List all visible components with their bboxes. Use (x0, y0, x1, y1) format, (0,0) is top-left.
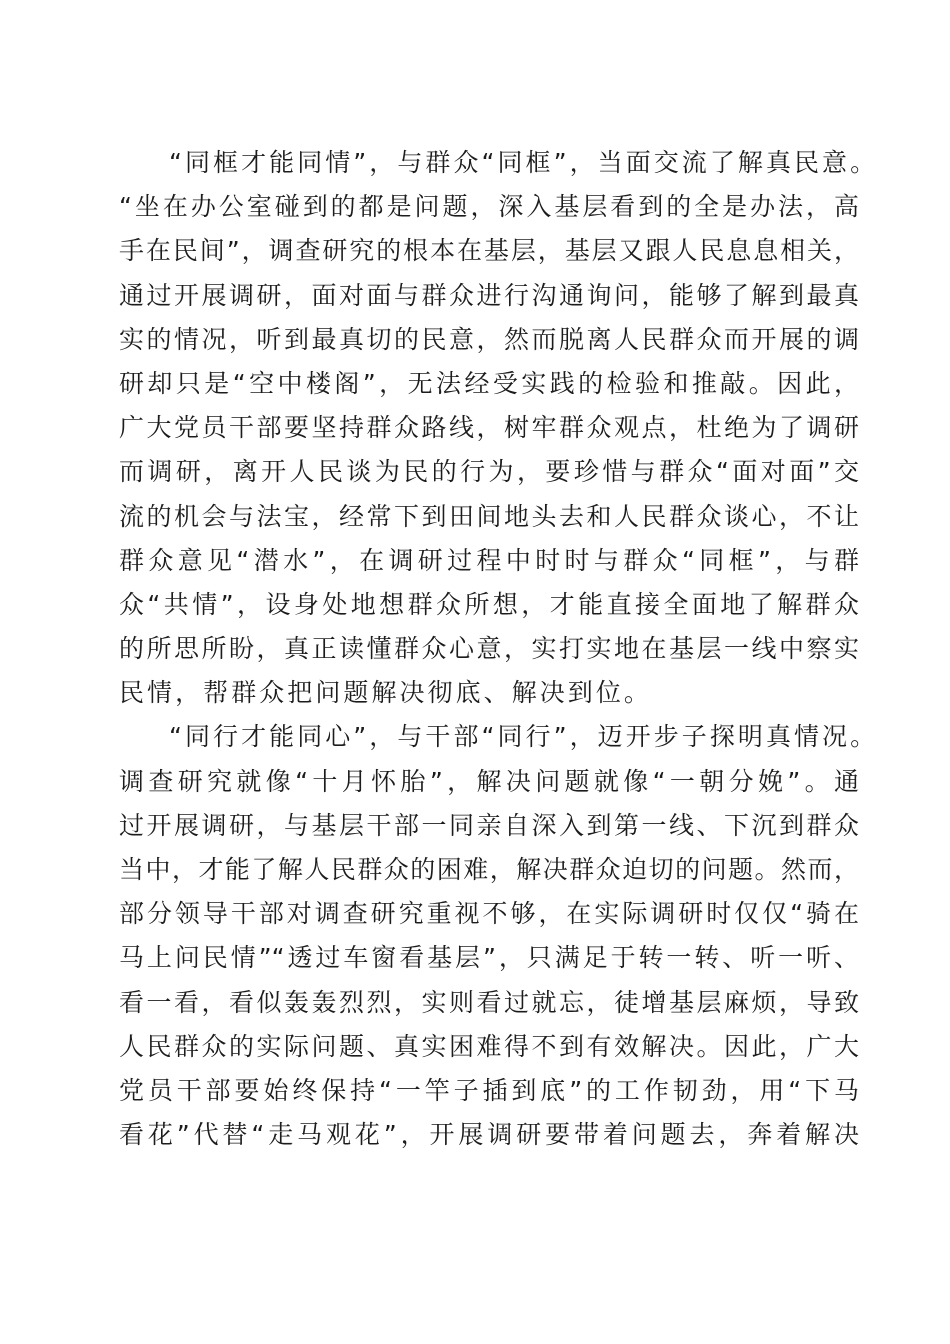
paragraph-2-line-5: 部分领导干部对调查研究重视不够，在实际调研时仅仅“骑在 (119, 899, 859, 929)
paragraph-2-line-6: 马上问民情”“透过车窗看基层”，只满足于转一转、听一听、 (119, 943, 859, 973)
paragraph-1-line-2: “坐在办公室碰到的都是问题，深入基层看到的全是办法，高 (119, 192, 859, 222)
paragraph-1-line-5: 实的情况，听到最真切的民意，然而脱离人民群众而开展的调 (119, 324, 859, 354)
paragraph-1-line-13: 民情，帮群众把问题解决彻底、解决到位。 (119, 678, 652, 708)
paragraph-2-line-1: “同行才能同心”，与干部“同行”，迈开步子探明真情况。 (169, 722, 879, 752)
paragraph-2-line-7: 看一看，看似轰轰烈烈，实则看过就忘，徒增基层麻烦，导致 (119, 987, 859, 1017)
paragraph-1-line-11: 众“共情”，设身处地想群众所想，才能直接全面地了解群众 (119, 589, 859, 619)
paragraph-1-line-8: 而调研，离开人民谈为民的行为，要珍惜与群众“面对面”交 (119, 457, 859, 487)
paragraph-1-line-10: 群众意见“潜水”，在调研过程中时时与群众“同框”，与群 (119, 545, 859, 575)
paragraph-2-line-8: 人民群众的实际问题、真实困难得不到有效解决。因此，广大 (119, 1031, 859, 1061)
paragraph-1-line-3: 手在民间”，调查研究的根本在基层，基层又跟人民息息相关， (119, 236, 859, 266)
paragraph-2-line-9: 党员干部要始终保持“一竿子插到底”的工作韧劲，用“下马 (119, 1075, 859, 1105)
paragraph-1-line-9: 流的机会与法宝，经常下到田间地头去和人民群众谈心，不让 (119, 501, 859, 531)
paragraph-1-line-7: 广大党员干部要坚持群众路线，树牢群众观点，杜绝为了调研 (119, 413, 859, 443)
paragraph-1-line-12: 的所思所盼，真正读懂群众心意，实打实地在基层一线中察实 (119, 634, 859, 664)
paragraph-2-line-2: 调查研究就像“十月怀胎”，解决问题就像“一朝分娩”。通 (119, 766, 859, 796)
body-text (119, 141, 879, 1157)
paragraph-1-line-6: 研却只是“空中楼阁”，无法经受实践的检验和推敲。因此， (119, 368, 859, 398)
paragraph-2-line-3: 过开展调研，与基层干部一同亲自深入到第一线、下沉到群众 (119, 810, 859, 840)
paragraph-1-line-1: “同框才能同情”，与群众“同框”，当面交流了解真民意。 (169, 148, 879, 177)
paragraph-1-line-4: 通过开展调研，面对面与群众进行沟通询问，能够了解到最真 (119, 280, 859, 310)
paragraph-2-line-10: 看花”代替“走马观花”，开展调研要带着问题去，奔着解决 (119, 1120, 859, 1150)
paragraph-2-line-4: 当中，才能了解人民群众的困难，解决群众迫切的问题。然而， (119, 855, 859, 884)
